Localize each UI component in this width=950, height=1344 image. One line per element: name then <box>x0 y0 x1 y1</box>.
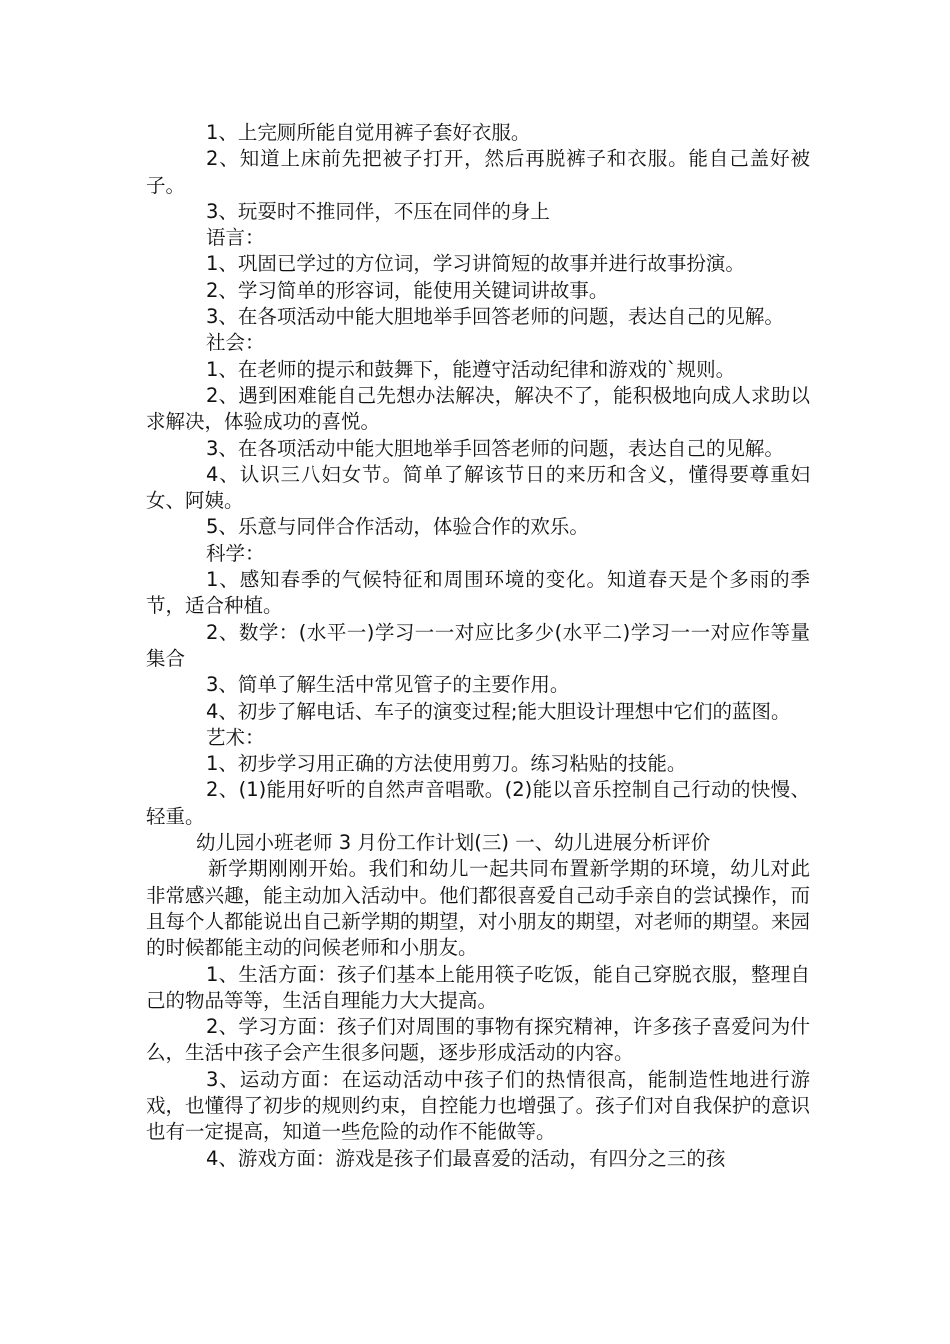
paragraph: 新学期刚刚开始。我们和幼儿一起共同布置新学期的环境，幼儿对此非常感兴趣，能主动加入活动中。他们都很喜爱自己动手亲自的尝试操作，而且每个人都能说出自己新学期的期望，对小朋友的期望，对老师的期望。来园的时候都能主动的问候老师和小朋友。 <box>146 857 810 960</box>
paragraph: 2、遇到困难能自己先想办法解决，解决不了，能积极地向成人求助以求解决，体验成功的喜悦。 <box>146 383 810 434</box>
paragraph: 3、运动方面：在运动活动中孩子们的热情很高，能制造性地进行游戏，也懂得了初步的规则约束，自控能力也增强了。孩子们对自我保护的意识也有一定提高，知道一些危险的动作不能做等。 <box>146 1067 810 1144</box>
document-body <box>146 120 810 1172</box>
paragraph: 4、初步了解电话、车子的演变过程;能大胆设计理想中它们的蓝图。 <box>206 699 791 723</box>
paragraph: 2、(1)能用好听的自然声音唱歌。(2)能以音乐控制自己行动的快慢、轻重。 <box>146 778 810 828</box>
paragraph: 3、在各项活动中能大胆地举手回答老师的问题，表达自己的见解。 <box>206 305 784 329</box>
section-heading-science: 科学： <box>206 541 265 565</box>
section-heading-society: 社会： <box>206 331 265 355</box>
plan-title-line: 幼儿园小班老师 3 月份工作计划(三) 一、幼儿进展分析评价 <box>196 831 711 855</box>
paragraph: 1、感知春季的气候特征和周围环境的变化。知道春天是个多雨的季节，适合种植。 <box>146 568 810 618</box>
paragraph: 3、在各项活动中能大胆地举手回答老师的问题，表达自己的见解。 <box>206 436 784 460</box>
section-heading-language: 语言： <box>206 226 265 250</box>
section-heading-art: 艺术： <box>206 725 265 749</box>
paragraph: 4、游戏方面：游戏是孩子们最喜爱的活动，有四分之三的孩 <box>206 1146 726 1170</box>
paragraph: 2、学习简单的形容词，能使用关键词讲故事。 <box>206 278 609 302</box>
paragraph: 1、生活方面：孩子们基本上能用筷子吃饭，能自己穿脱衣服，整理自己的物品等等，生活自理能力大大提高。 <box>146 962 810 1012</box>
paragraph: 3、玩耍时不推同伴，不压在同伴的身上 <box>206 199 550 223</box>
paragraph: 2、数学：(水平一)学习一一对应比多少(水平二)学习一一对应作等量集合 <box>146 620 810 670</box>
paragraph: 1、初步学习用正确的方法使用剪刀。练习粘贴的技能。 <box>206 752 687 776</box>
paragraph: 2、学习方面：孩子们对周围的事物有探究精神，许多孩子喜爱问为什么，生活中孩子会产生很多问题，逐步形成活动的内容。 <box>146 1015 810 1065</box>
paragraph: 5、乐意与同伴合作活动，体验合作的欢乐。 <box>206 515 589 539</box>
paragraph: 3、简单了解生活中常见管子的主要作用。 <box>206 673 570 697</box>
paragraph: 2、知道上床前先把被子打开，然后再脱裤子和衣服。能自己盖好被子。 <box>146 147 810 197</box>
paragraph: 1、在老师的提示和鼓舞下，能遵守活动纪律和游戏的`规则。 <box>206 357 736 381</box>
paragraph: 4、认识三八妇女节。简单了解该节日的来历和含义，懂得要尊重妇女、阿姨。 <box>146 462 810 513</box>
paragraph: 1、上完厕所能自觉用裤子套好衣服。 <box>206 121 531 144</box>
paragraph: 1、巩固已学过的方位词，学习讲简短的故事并进行故事扮演。 <box>206 252 745 276</box>
